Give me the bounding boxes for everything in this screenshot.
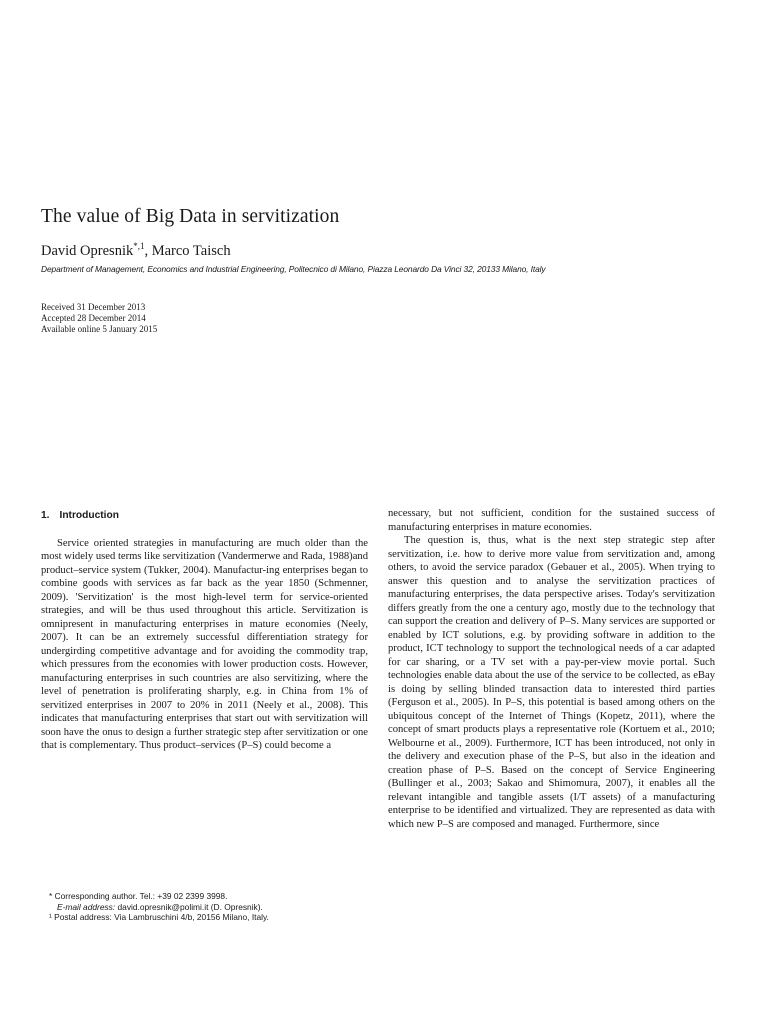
article-title: The value of Big Data in servitization	[41, 206, 340, 227]
section-heading	[41, 509, 368, 523]
email-link[interactable]: david.opresnik@polimi.it (D. Opresnik).	[117, 901, 263, 912]
section-title: Introduction	[59, 510, 119, 521]
article-history	[41, 302, 157, 335]
author-marks[interactable]: *,1	[133, 241, 145, 251]
affiliation: Department of Management, Economics and Industrial Engineering, Politecnico di Milano, Piazza Leonardo Da Vinci 32, 20133 Milano, Italy	[41, 264, 546, 274]
author-name[interactable]: David Opresnik	[41, 242, 134, 259]
body-paragraph-continued: necessary, but not sufficient, condition for the sustained success of manufacturing enterprises in mature economies.	[388, 508, 715, 533]
available-date: Available online 5 January 2015	[41, 324, 158, 334]
author-name[interactable]: Marco Taisch	[151, 242, 231, 259]
footnote-postal: ¹ Postal address: Via Lambruschini 4/b, 20156 Milano, Italy.	[49, 912, 269, 922]
body-paragraph: The question is, thus, what is the next step strategic step after servitization, i.e. how to derive more value from servitization and, among others, to avoid the service paradox (Gebauer et al., 2005). When trying to answer this question and to analyse the servitization practices of manufacturing enterprises, the data perspective arises. Today's servitization differs greatly from the one a century ago, mostly due to the technology that can support the creation and delivery of P–S. Many services are supported or enabled by ICT solutions, e.g. by providing software in addition to the product, ICT technology to support the technological needs of a car adapted for car sharing, or a TV set with a pay-per-view movie portal. Such technologies enable data about the use of the service to be collected, as eBay is doing by selling blinded transaction data to interested third parties (Ferguson et al., 2005). In P–S, this potential is based among others on the ubiquitous concept of the Internet of Things (Kopetz, 2011), where the concept of smart products plays a representative role (Kortuem et al., 2010; Welbourne et al., 2009). Furthermore, ICT has been introduced, not only in the delivery and execution phase of the P–S, but also in the ideation and creation phase of P–S. Based on the concept of Service Engineering (Bullinger et al., 2003; Sakao and Shimomura, 2007), it enables all the relevant intangible and tangible assets (I/T assets) of a manufacturing enterprise to be identified and virtualized. They are represented as data with which new P–S are composed and managed. Furthermore, since	[388, 535, 715, 830]
section-number: 1.	[41, 510, 50, 521]
footnote-corresponding: * Corresponding author. Tel.: +39 02 2399 3998.	[49, 891, 228, 901]
right-column	[388, 507, 715, 831]
author-separator: ,	[144, 242, 152, 259]
accepted-date: Accepted 28 December 2014	[41, 313, 146, 323]
email-label: E-mail address:	[57, 901, 116, 912]
received-date: Received 31 December 2013	[41, 302, 146, 312]
left-column	[41, 507, 368, 753]
footnote-email	[49, 902, 269, 913]
footnotes	[49, 891, 269, 923]
author-list	[41, 241, 231, 260]
body-paragraph: Service oriented strategies in manufacturing are much older than the most widely used terms like servitization (Vandermerwe and Rada, 1988)and product–service system (Tukker, 2004). Manufactur-ing enterprises began to combine goods with services as far back as the year 1850 (Schmenner, 2009). 'Servitization' is the most high-level term for service-oriented strategies, and will be thus used throughout this article. Servitization is omnipresent in manufacturing enterprises in mature economies (Neely, 2007). It can be an extremely successful differentiation strategy for undergirding competitive advantage and for avoiding the commodity trap, which pressures from the economies with lower production costs. However, manufacturing enterprises in such countries are also servitizing, where the level of penetration is proliferating sharply, e.g. in China from 1% of servitized enterprises in 2007 to 20% in 2011 (Neely et al., 2008). This indicates that manufacturing enterprises that start out with servitization will soon have the onus to design a further strategic step after servitization or one that is complementary. Thus product–services (P–S) could become a	[41, 537, 368, 751]
